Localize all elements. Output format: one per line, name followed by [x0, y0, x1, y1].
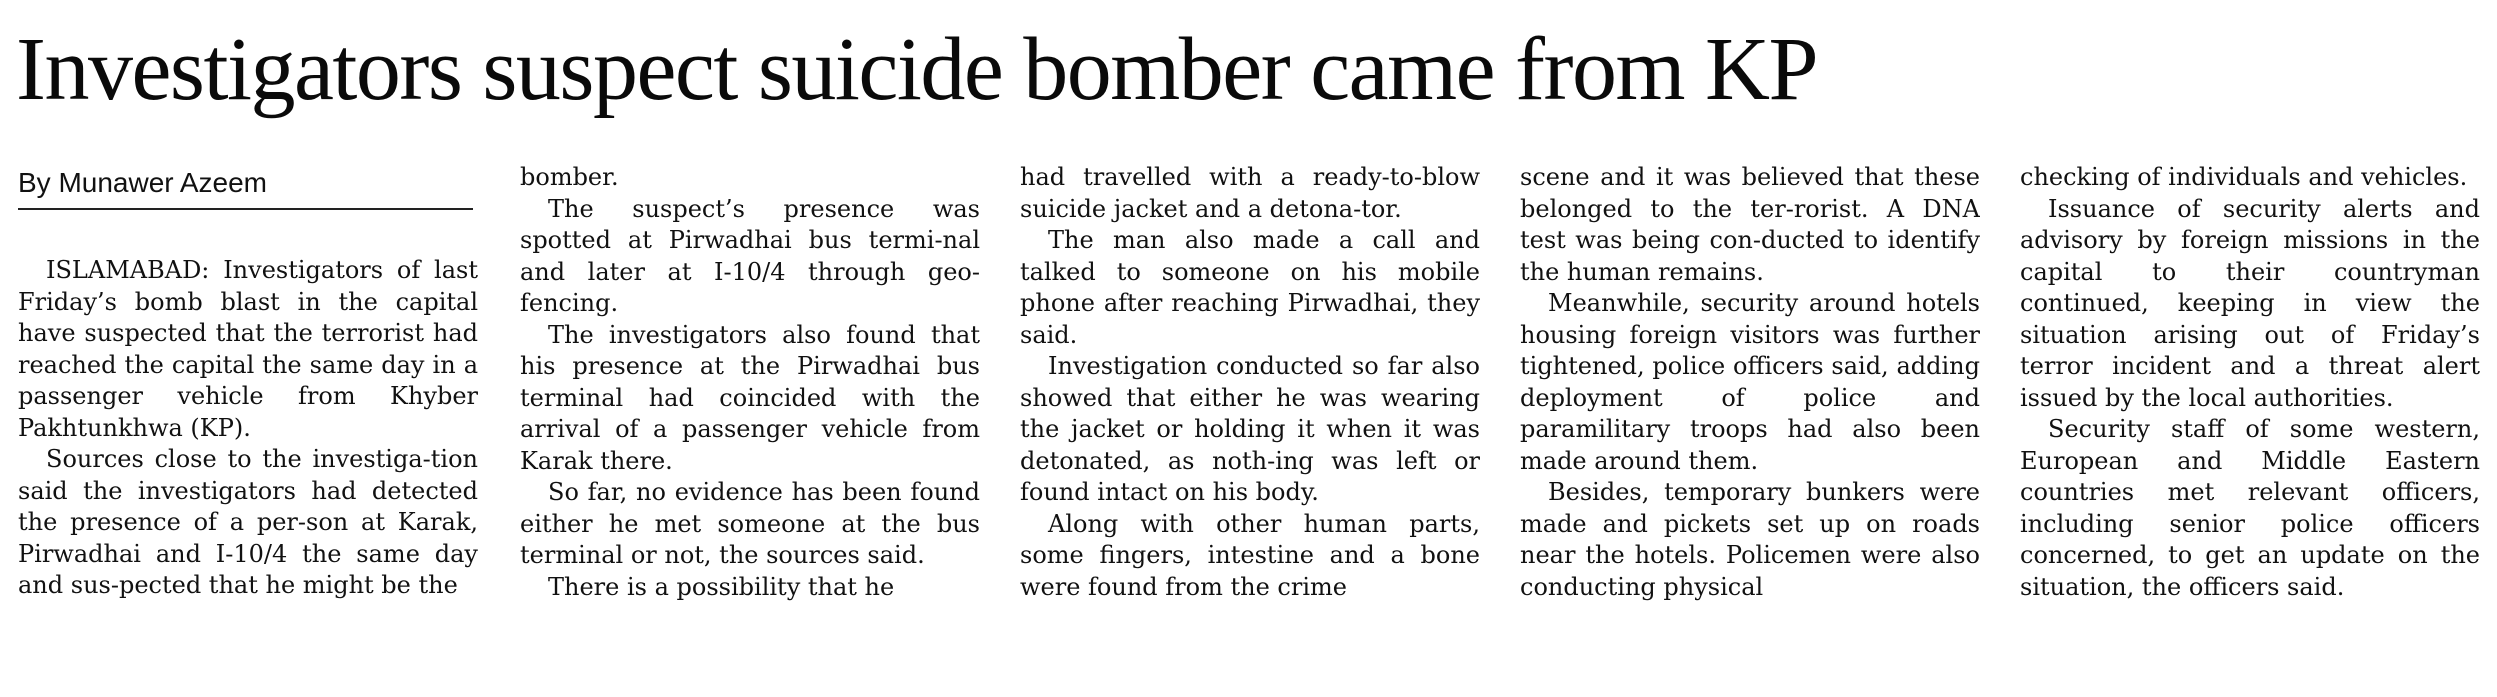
paragraph: The investigators also found that his presence at the Pirwadhai bus terminal had coincided with the arrival of a passenger vehicle from Karak there.	[520, 320, 980, 475]
column-3	[1020, 162, 1480, 682]
paragraph-continued: scene and it was believed that these belonged to the ter-rorist. A DNA test was being con-ducted to identify the human remains.	[1520, 163, 1980, 286]
paragraph: Meanwhile, security around hotels housing foreign visitors was further tightened, police officers said, adding deployment of police and paramilitary troops had also been made around them.	[1520, 289, 1980, 475]
paragraph: Besides, temporary bunkers were made and pickets set up on roads near the hotels. Policemen were also conducting physical	[1520, 478, 1980, 601]
paragraph: The suspect’s presence was spotted at Pirwadhai bus termi-nal and later at I-10/4 through geo-fencing.	[520, 194, 980, 317]
paragraph-continued: had travelled with a ready-to-blow suicide jacket and a detona-tor.	[1020, 163, 1480, 223]
paragraph: So far, no evidence has been found either he met someone at the bus terminal or not, the sources said.	[520, 478, 980, 569]
column-4	[1520, 162, 1980, 682]
paragraph: Security staff of some western, European and Middle Eastern countries met relevant officers, including senior police officers concerned, to get an update on the situation, the officers said.	[2020, 415, 2480, 601]
paragraph-continued: bomber.	[520, 163, 619, 191]
paragraph: The man also made a call and talked to someone on his mobile phone after reaching Pirwadhai, they said.	[1020, 226, 1480, 349]
article-body	[18, 162, 2480, 682]
paragraph: Along with other human parts, some fingers, intestine and a bone were found from the crime	[1020, 509, 1480, 601]
column-1	[18, 162, 478, 682]
byline: By Munawer Azeem	[18, 162, 473, 210]
column-2	[520, 162, 980, 682]
paragraph-continued: checking of individuals and vehicles.	[2020, 163, 2468, 191]
paragraph: Investigation conducted so far also showed that either he was wearing the jacket or holding it when it was detonated, as noth-ing was left or found intact on his body.	[1020, 352, 1480, 506]
paragraph: There is a possibility that he	[548, 572, 895, 601]
paragraph: Sources close to the investiga-tion said the investigators had detected the presence of a per-son at Karak, Pirwadhai and I-10/4 the same day and sus-pected that he might be the	[18, 445, 478, 599]
paragraph: Issuance of security alerts and advisory by foreign missions in the capital to their countryman continued, keeping in view the situation arising out of Friday’s terror incident and a threat alert issued by the local authorities.	[2020, 194, 2480, 412]
paragraph: ISLAMABAD: Investigators of last Friday’s bomb blast in the capital have suspected that the terrorist had reached the capital the same day in a passenger vehicle from Khyber Pakhtunkhwa (KP).	[18, 256, 478, 442]
column-5	[2020, 162, 2480, 682]
headline: Investigators suspect suicide bomber came from KP	[16, 20, 1818, 119]
